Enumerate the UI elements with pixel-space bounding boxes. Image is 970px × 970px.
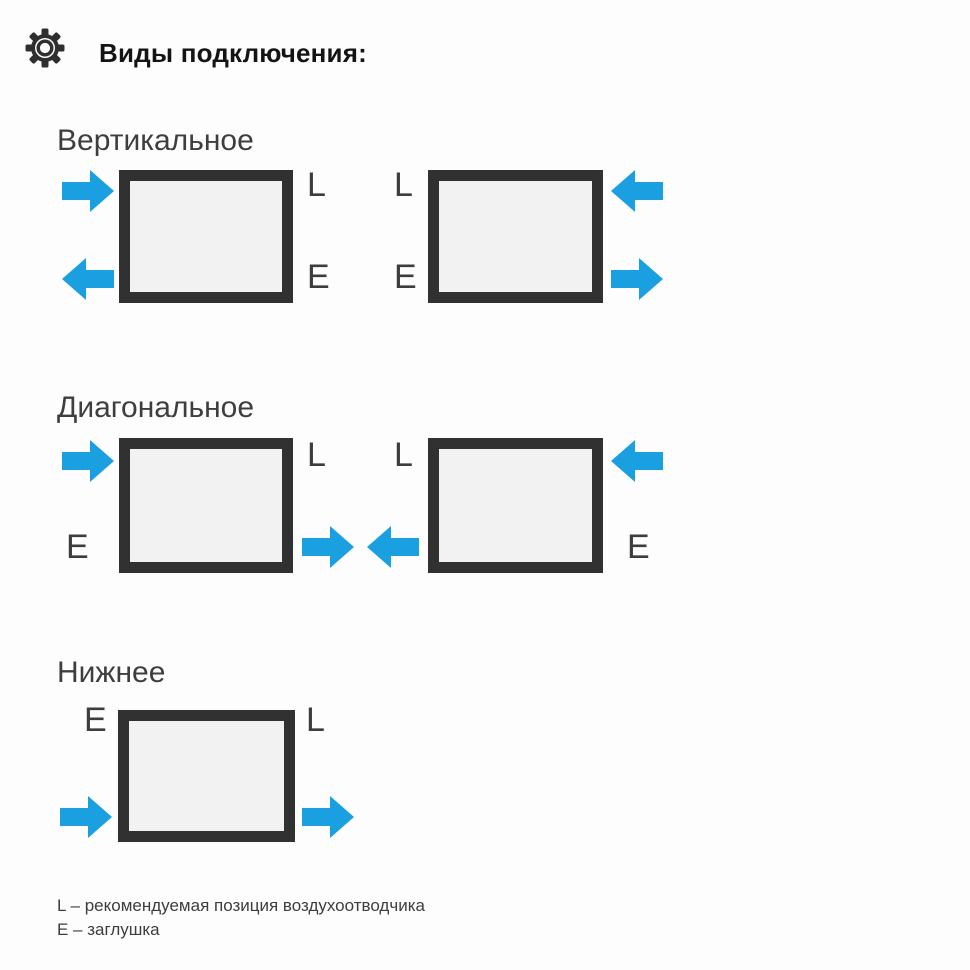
arrow-inlet-icon (62, 440, 114, 482)
arrow-inlet-icon (611, 170, 663, 212)
port-label-air-vent: L (394, 436, 413, 474)
arrow-inlet-icon (60, 796, 112, 838)
arrow-outlet-icon (367, 526, 419, 568)
port-label-plug: E (307, 258, 330, 296)
page-title: Виды подключения: (99, 38, 367, 68)
port-label-plug: E (66, 528, 89, 566)
arrow-outlet-icon (302, 796, 354, 838)
arrow-outlet-icon (611, 258, 663, 300)
section-title-bottom: Нижнее (57, 656, 166, 689)
legend-air-vent: L – рекомендуемая позиция воздухоотводчика (57, 896, 425, 915)
port-label-plug: E (394, 258, 417, 296)
radiator-diagonal-left (119, 438, 293, 573)
section-title-vertical: Вертикальное (57, 124, 254, 157)
arrow-inlet-icon (611, 440, 663, 482)
gear-icon (25, 28, 65, 68)
radiator-vertical-left (119, 170, 293, 303)
port-label-plug: E (627, 528, 650, 566)
legend-plug: E – заглушка (57, 920, 160, 939)
section-title-diagonal: Диагональное (57, 391, 255, 424)
arrow-outlet-icon (62, 258, 114, 300)
port-label-plug: E (84, 701, 107, 739)
arrow-outlet-icon (302, 526, 354, 568)
port-label-air-vent: L (394, 166, 413, 204)
radiator-vertical-right (428, 170, 603, 303)
port-label-air-vent: L (306, 701, 325, 739)
radiator-diagonal-right (428, 438, 603, 573)
port-label-air-vent: L (307, 436, 326, 474)
arrow-inlet-icon (62, 170, 114, 212)
port-label-air-vent: L (307, 166, 326, 204)
radiator-bottom (118, 710, 295, 842)
